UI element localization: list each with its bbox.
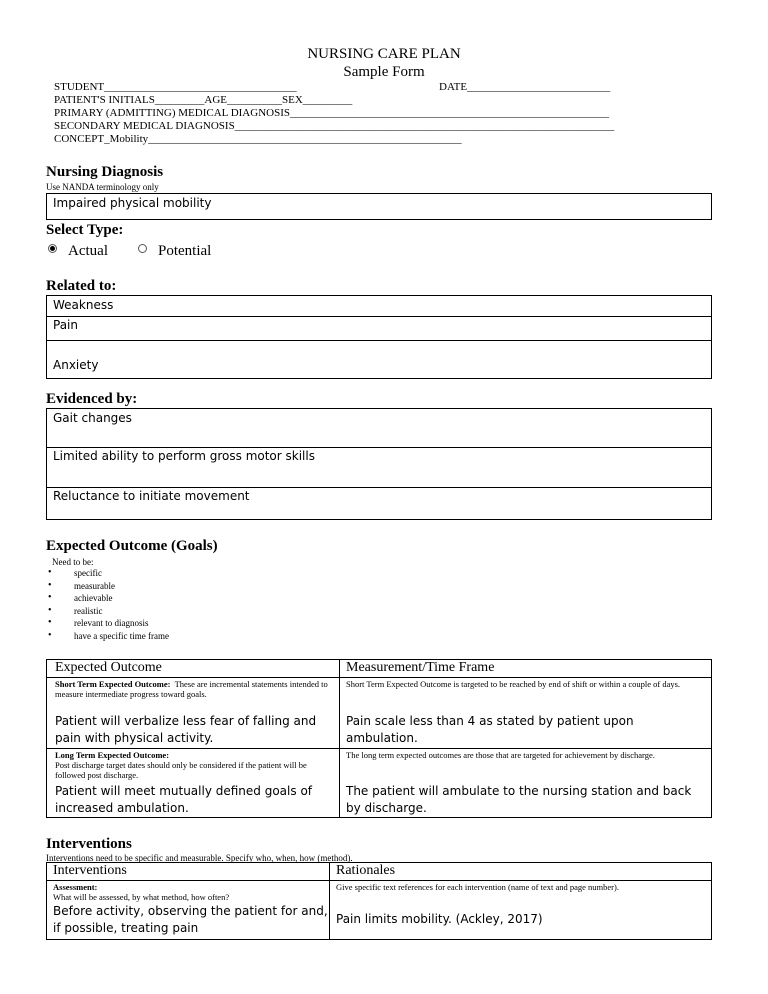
student-field[interactable]: STUDENT___________________________________ [54,81,297,93]
select-type-heading: Select Type: [46,222,124,238]
assessment-label: Assessment: [53,882,98,892]
secondary-diagnosis-field[interactable]: SECONDARY MEDICAL DIAGNOSIS_____________________________________________________________________ [54,120,615,132]
form-title: NURSING CARE PLAN [307,46,461,62]
patient-info-field[interactable]: PATIENT'S INITIALS_________AGE__________SEX_________ [54,94,353,106]
evidenced-by-box [46,408,712,520]
criteria-item: • achievable [48,592,169,605]
related-to-item[interactable]: Pain [53,318,78,332]
criteria-item: • relevant to diagnosis [48,617,169,630]
assessment-description [53,882,325,902]
actual-label: Actual [68,243,108,259]
actual-radio[interactable] [48,244,57,253]
expected-outcome-table [46,659,712,818]
evidenced-by-item[interactable]: Reluctance to initiate movement [53,489,250,503]
goal-criteria-list [48,567,169,642]
nursing-diagnosis-heading: Nursing Diagnosis [46,164,164,180]
short-term-measure-value[interactable]: Pain scale less than 4 as stated by patient upon ambulation. [346,714,634,745]
evidenced-by-item[interactable]: Gait changes [53,411,132,425]
related-to-item[interactable]: Anxiety [53,358,99,372]
criteria-item: • realistic [48,605,169,618]
related-to-item[interactable]: Weakness [53,298,114,312]
rationale-description: Give specific text references for each intervention (name of text and page number). [336,882,619,892]
concept-field[interactable]: CONCEPT_Mobility_________________________________________________________ [54,133,462,145]
rationale-value[interactable]: Pain limits mobility. (Ackley, 2017) [336,912,543,926]
date-field[interactable]: DATE__________________________ [439,81,611,93]
interventions-heading: Interventions [46,836,132,852]
primary-diagnosis-field[interactable]: PRIMARY (ADMITTING) MEDICAL DIAGNOSIS__________________________________________________________ [54,107,609,119]
interventions-table [46,862,712,940]
evidenced-by-item[interactable]: Limited ability to perform gross motor skills [53,449,315,463]
measurement-column-header: Measurement/Time Frame [346,660,495,675]
long-term-description [55,750,335,780]
long-term-outcome-value[interactable]: Patient will meet mutually defined goals of increased ambulation. [55,784,313,815]
interventions-note: Interventions need to be specific and measurable. Specify who, when, how (method). [46,853,353,863]
short-term-description [55,679,333,699]
expected-outcome-column-header: Expected Outcome [55,660,162,675]
short-term-measure-description: Short Term Expected Outcome is targeted to be reached by end of shift or within a couple of days. [346,679,681,689]
nursing-diagnosis-box[interactable] [46,193,712,220]
need-to-be-label: Need to be: [52,557,94,567]
long-term-measure-value[interactable]: The patient will ambulate to the nursing station and back by discharge. [346,784,692,815]
related-to-heading: Related to: [46,278,117,294]
form-subtitle: Sample Form [343,64,425,80]
related-to-box [46,295,712,379]
short-term-note: These are incremental statements intended to measure intermediate progress toward goals. [55,679,328,699]
long-term-note: Post discharge target dates should only be considered if the patient will be followed post discharge. [55,760,307,780]
rationales-column-header: Rationales [336,863,396,878]
expected-outcome-heading: Expected Outcome (Goals) [46,538,218,554]
criteria-item: • measurable [48,580,169,593]
intervention-value[interactable]: Before activity, observing the patient for and, if possible, treating pain [53,904,328,935]
nursing-diagnosis-value: Impaired physical mobility [53,196,212,210]
short-term-outcome-value[interactable]: Patient will verbalize less fear of falling and pain with physical activity. [55,714,317,745]
evidenced-by-heading: Evidenced by: [46,391,138,407]
nanda-note: Use NANDA terminology only [46,182,159,192]
assessment-note: What will be assessed, by what method, how often? [53,892,230,902]
short-term-label: Short Term Expected Outcome: [55,679,171,689]
criteria-item: • have a specific time frame [48,630,169,643]
interventions-column-header: Interventions [53,863,127,878]
potential-radio[interactable] [138,244,147,253]
criteria-item: • specific [48,567,169,580]
long-term-label: Long Term Expected Outcome: [55,750,170,760]
potential-label: Potential [158,243,212,259]
long-term-measure-description: The long term expected outcomes are those that are targeted for achievement by discharge. [346,750,655,760]
